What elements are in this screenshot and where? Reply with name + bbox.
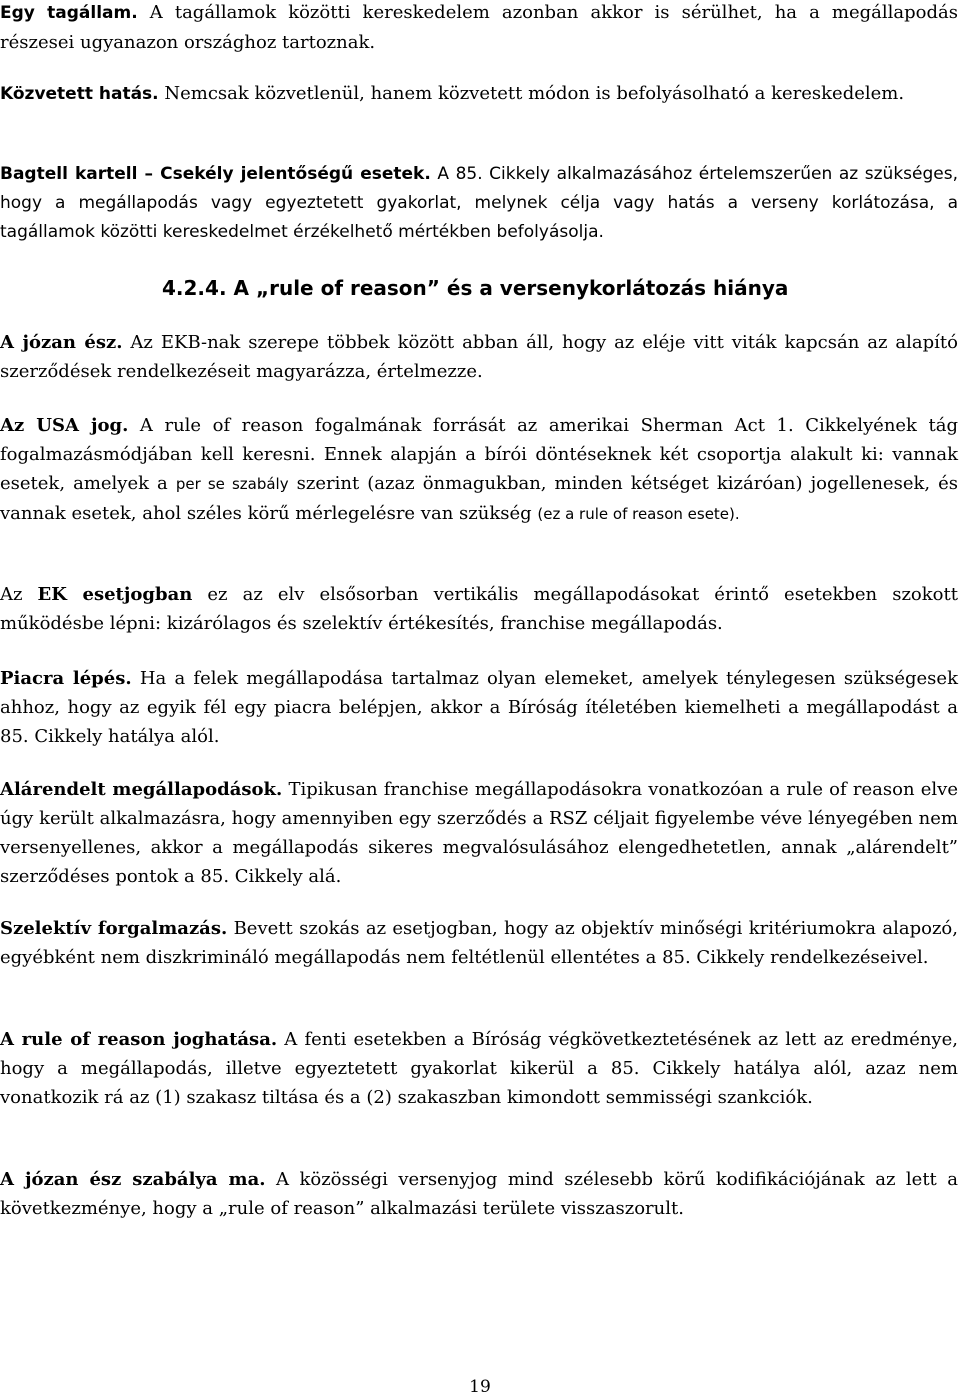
paragraph-body: A közösségi versenyjog mind szélesebb körű kodifikációjának az lett a következménye, hogy a „rule of reason” alkalmazási területe visszaszorult. — [0, 1169, 958, 1219]
paragraph-lead: Egy tagállam. — [0, 3, 138, 23]
paragraph-lead: Piacra lépés. — [0, 668, 132, 689]
paragraph-rule-joghatasa — [0, 1025, 958, 1112]
paragraph-lead: Közvetett hatás. — [0, 84, 159, 104]
per-se-term: per se szabály — [175, 475, 289, 493]
paragraph-alarendelt — [0, 775, 958, 891]
page-number: 19 — [469, 1377, 491, 1397]
paragraph-body: A tagállamok közötti kereskedelem azonban akkor is sérülhet, ha a megállapodás részesei ugyanazon országhoz tartoznak. — [0, 2, 958, 53]
paragraph-bagtell-kartell — [0, 160, 958, 247]
paragraph-body: A rule of reason fogalmának forrását az amerikai Sherman Act 1. Cikkelyének tág fogalmazásmódjában kell keresni. Ennek alapján a bírói döntéseknek két csoportja alakult ki: vannak esetek, amelyek a — [0, 415, 958, 494]
paragraph-body: Ha a felek megállapodása tartalmaz olyan elemeket, amelyek ténylegesen szükségesek ahhoz, hogy az egyik fél egy piacra belépjen, akkor a Bíróság ítéletében kiemelheti a megállapodást a 85. Cikkely hatálya alól. — [0, 668, 958, 747]
paragraph-usa-jog — [0, 411, 958, 529]
paragraph-lead: Az USA jog. — [0, 415, 129, 436]
paragraph-body: A fenti esetekben a Bíróság végkövetkeztetésének az lett az eredménye, hogy a megállapodás, illetve egyeztetett gyakorlat kikerül a 85. Cikkely hatálya alól, azaz nem vonatkozik rá az (1) szakasz tiltása és a (2) szakaszban kimondott semmisségi szankciók. — [0, 1029, 958, 1108]
paragraph-szelektiv — [0, 914, 958, 972]
paragraph-lead: Bagtell kartell – Csekély jelentőségű esetek. — [0, 164, 431, 184]
paragraph-jozan-esz-ma — [0, 1165, 958, 1223]
paragraph-body: Nemcsak közvetlenül, hanem közvetett módon is befolyásolható a kereskedelem. — [158, 83, 905, 104]
paragraph-jozan-esz — [0, 328, 958, 386]
paragraph-kozvetett-hatas — [0, 79, 958, 109]
section-heading: 4.2.4. A „rule of reason” és a versenykorlátozás hiánya — [162, 276, 789, 300]
paragraph-lead: EK esetjogban — [37, 584, 193, 605]
paragraph-body: szerint (azaz önmagukban, minden kétséget kizáróan) jogellenesek, és vannak esetek, ahol széles körű mérlegelésre van szükség — [0, 473, 959, 524]
paragraph-body: A 85. Cikkely alkalmazásához értelemszerűen az szükséges, hogy a megállapodás vagy egyeztetett gyakorlat, melynek célja vagy hatás a verseny korlátozása, a tagállamok közötti kereskedelmet érzékelhető mértékben befolyásolja. — [0, 164, 958, 242]
paragraph-ek-esetjog — [0, 580, 958, 638]
paragraph-lead: A józan ész szabálya ma. — [0, 1169, 266, 1190]
paragraph-body: Bevett szokás az esetjogban, hogy az objektív minőségi kritériumokra alapozó, egyébként nem diszkrimináló megállapodás nem feltétlenül ellentétes a 85. Cikkely rendelkezéseivel. — [0, 918, 958, 968]
paragraph-lead: Szelektív forgalmazás. — [0, 918, 228, 939]
paragraph-body: Az EKB-nak szerepe többek között abban áll, hogy az eléje vitt viták kapcsán az alapító szerződések rendelkezéseit magyarázza, értelmezze. — [0, 332, 958, 382]
paragraph-piacra-lepes — [0, 664, 958, 751]
paragraph-lead: A józan ész. — [0, 332, 123, 353]
paragraph-egy-tagallam — [0, 0, 958, 57]
paragraph-body: Az — [0, 584, 38, 605]
paragraph-body: ez az elv elsősorban vertikális megállapodásokat érintő esetekben szokott működésbe lépni: kizárólagos és szelektív értékesítés, franchise megállapodás. — [0, 584, 958, 634]
rule-of-reason-note: (ez a rule of reason esete). — [537, 505, 740, 523]
paragraph-lead: Alárendelt megállapodások. — [0, 779, 283, 800]
paragraph-lead: A rule of reason joghatása. — [0, 1029, 278, 1050]
paragraph-body: Tipikusan franchise megállapodásokra vonatkozóan a rule of reason elve úgy került alkalmazásra, hogy amennyiben egy szerződés a RSZ céljait figyelembe véve lényegében nem versenyellenes, akkor a megállapodás sikeres megvalósulásához elengedhetetlen, annak „alárendelt” szerződéses pontok a 85. Cikkely alá. — [0, 779, 958, 887]
